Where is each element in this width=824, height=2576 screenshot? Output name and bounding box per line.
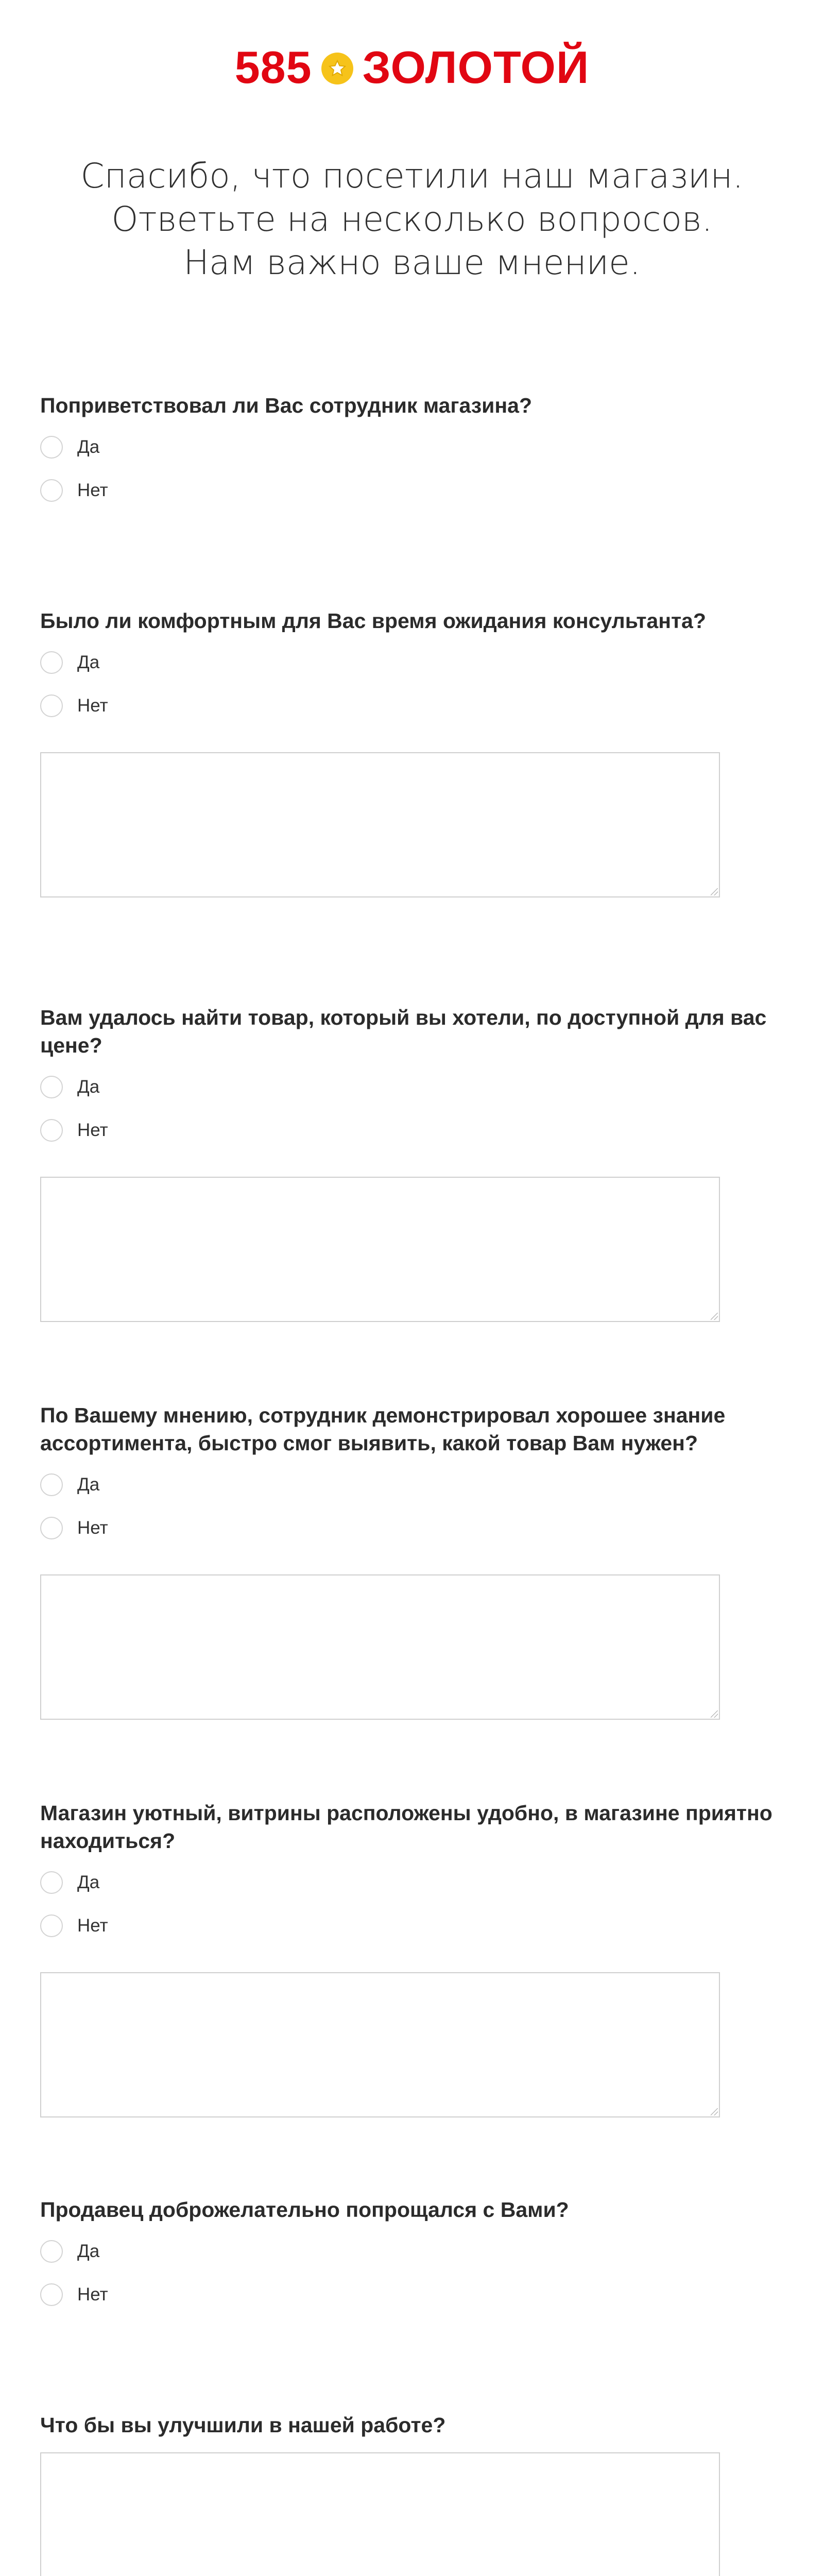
radio-option-no[interactable] — [40, 476, 802, 505]
radio-option-no[interactable] — [40, 1514, 802, 1543]
radio-button[interactable] — [40, 651, 63, 674]
question-greeting — [40, 392, 802, 519]
option-label: Нет — [77, 1916, 108, 1936]
question-staff-knowledge — [40, 1401, 802, 1720]
radio-option-yes[interactable] — [40, 1073, 802, 1101]
option-label: Нет — [77, 1518, 108, 1538]
radio-option-yes[interactable] — [40, 433, 802, 462]
comment-textarea[interactable] — [40, 752, 720, 897]
brand-logo — [0, 44, 824, 91]
logo-number: 585 — [234, 42, 312, 93]
question-title: Было ли комфортным для Вас время ожидания консультанта? — [40, 609, 706, 633]
intro-text — [0, 155, 824, 284]
comment-textarea[interactable] — [40, 1574, 720, 1720]
option-label: Нет — [77, 2284, 108, 2304]
question-product-found — [40, 1004, 802, 1322]
radio-button[interactable] — [40, 1076, 63, 1098]
radio-option-yes[interactable] — [40, 2237, 802, 2266]
option-label: Нет — [77, 1120, 108, 1140]
question-store-comfort — [40, 1799, 802, 2117]
question-improvements — [40, 2411, 802, 2576]
question-wait-time — [40, 607, 802, 897]
intro-line: Ответьте на несколько вопросов. — [111, 199, 713, 239]
radio-button[interactable] — [40, 479, 63, 502]
comment-textarea[interactable] — [40, 1972, 720, 2117]
radio-option-no[interactable] — [40, 1116, 802, 1145]
logo-word: ЗОЛОТОЙ — [362, 42, 590, 93]
radio-button[interactable] — [40, 2283, 63, 2306]
option-label: Да — [77, 437, 100, 457]
resize-handle-icon[interactable] — [711, 1710, 718, 1718]
radio-option-yes[interactable] — [40, 1868, 802, 1897]
radio-button[interactable] — [40, 1119, 63, 1142]
radio-option-yes[interactable] — [40, 648, 802, 677]
radio-option-no[interactable] — [40, 691, 802, 720]
question-title: По Вашему мнению, сотрудник демонстрировал хорошее знание ассортимента, быстро смог выявить, какой товар Вам нужен? — [40, 1403, 726, 1455]
resize-handle-icon[interactable] — [711, 888, 718, 895]
radio-button[interactable] — [40, 1871, 63, 1894]
option-label: Нет — [77, 480, 108, 500]
radio-button[interactable] — [40, 2240, 63, 2263]
option-label: Да — [77, 1872, 100, 1892]
intro-line: Спасибо, что посетили наш магазин. — [80, 156, 744, 196]
radio-option-no[interactable] — [40, 1911, 802, 1940]
resize-handle-icon[interactable] — [711, 2108, 718, 2115]
star-icon — [321, 53, 353, 84]
comment-textarea[interactable] — [40, 1177, 720, 1322]
question-title: Что бы вы улучшили в нашей работе? — [40, 2413, 446, 2437]
option-label: Да — [77, 1475, 100, 1495]
radio-button[interactable] — [40, 1517, 63, 1539]
question-farewell — [40, 2196, 802, 2324]
question-title: Поприветствовал ли Вас сотрудник магазина? — [40, 394, 532, 417]
radio-button[interactable] — [40, 1473, 63, 1496]
resize-handle-icon[interactable] — [711, 1313, 718, 1320]
option-label: Да — [77, 652, 100, 672]
radio-option-yes[interactable] — [40, 1470, 802, 1499]
option-label: Нет — [77, 696, 108, 716]
question-title: Магазин уютный, витрины расположены удобно, в магазине приятно находиться? — [40, 1801, 772, 1853]
question-title: Вам удалось найти товар, который вы хотели, по доступной для вас цене? — [40, 1006, 767, 1057]
option-label: Да — [77, 2241, 100, 2261]
comment-textarea[interactable] — [40, 2452, 720, 2576]
radio-option-no[interactable] — [40, 2280, 802, 2309]
question-title: Продавец доброжелательно попрощался с Вами? — [40, 2198, 569, 2222]
intro-line: Нам важно ваше мнение. — [183, 243, 641, 282]
radio-button[interactable] — [40, 1914, 63, 1937]
radio-button[interactable] — [40, 694, 63, 717]
radio-button[interactable] — [40, 436, 63, 459]
option-label: Да — [77, 1077, 100, 1097]
